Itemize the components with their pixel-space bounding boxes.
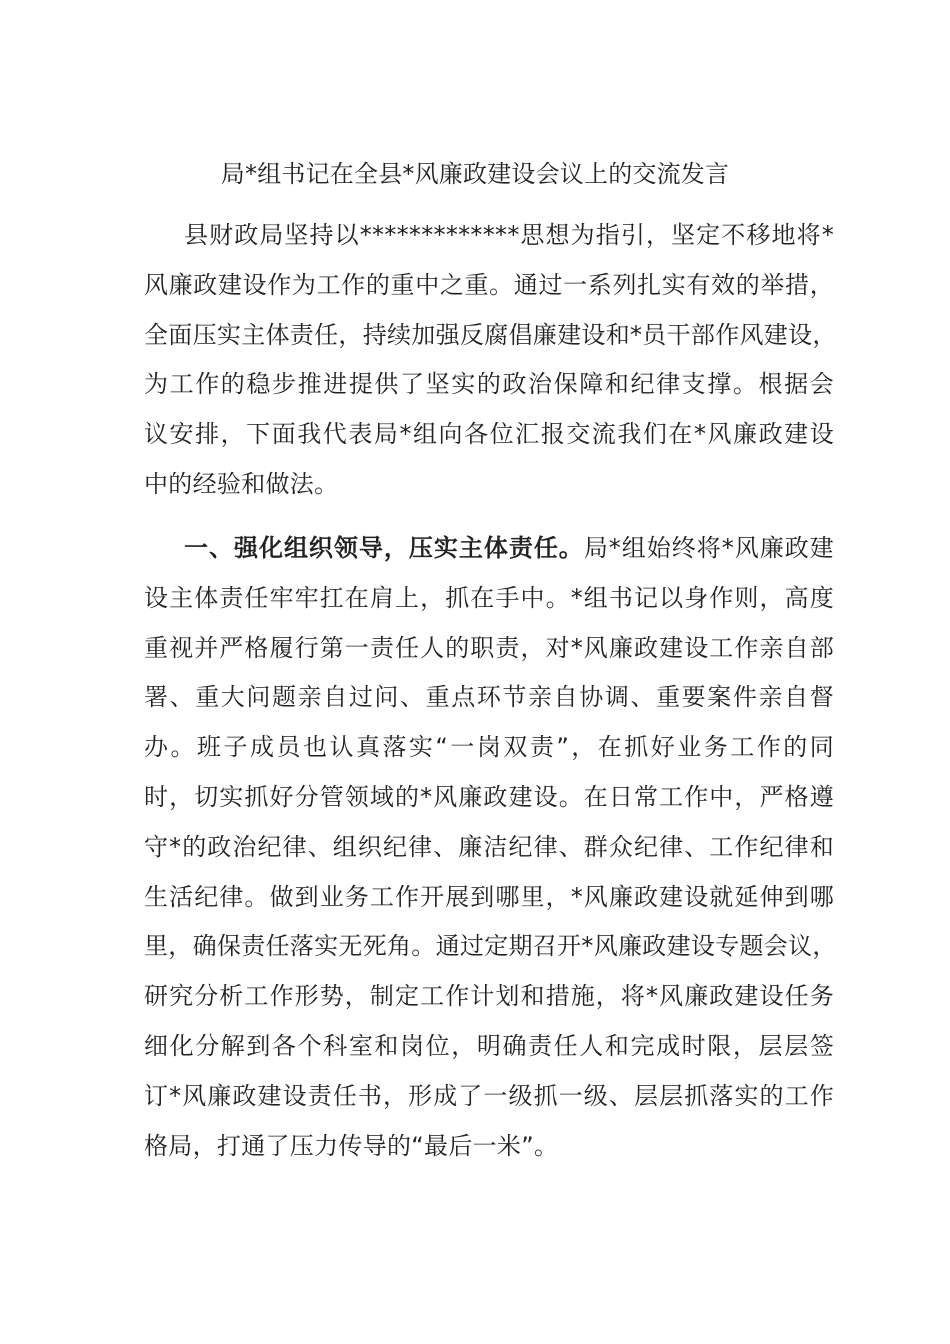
paragraph-line: 订*风廉政建设责任书，形成了一级抓一级、层层抓落实的工作 bbox=[144, 1081, 834, 1110]
paragraph-line: 办。班子成员也认真落实“一岗双责”，在抓好业务工作的同 bbox=[144, 733, 834, 762]
section-heading: 一、强化组织领导，压实主体责任。 bbox=[184, 534, 584, 562]
paragraph-line: 全面压实主体责任，持续加强反腐倡廉建设和*员干部作风建设， bbox=[144, 320, 837, 349]
paragraph-first-line bbox=[144, 524, 834, 574]
document-title: 局*组书记在全县*风廉政建设会议上的交流发言 bbox=[220, 160, 730, 188]
paragraph-line: 县财政局坚持以*************思想为指引，坚定不移地将* bbox=[184, 221, 834, 249]
paragraph-section-one bbox=[144, 524, 837, 1171]
paragraph-line: 中的经验和做法。 bbox=[144, 469, 339, 498]
paragraph-line: 议安排，下面我代表局*组向各位汇报交流我们在*风廉政建设 bbox=[144, 420, 834, 449]
section-first-line-text: 局*组始终将*风廉政建 bbox=[583, 534, 834, 562]
paragraph-line: 守*的政治纪律、组织纪律、廉洁纪律、群众纪律、工作纪律和 bbox=[144, 832, 834, 861]
paragraph-line: 格局，打通了压力传导的“最后一米”。 bbox=[144, 1131, 559, 1160]
paragraph-line: 里，确保责任落实无死角。通过定期召开*风廉政建设专题会议， bbox=[144, 932, 837, 961]
paragraph-line: 时，切实抓好分管领域的*风廉政建设。在日常工作中，严格遵 bbox=[144, 782, 834, 811]
paragraph-line: 生活纪律。做到业务工作开展到哪里，*风廉政建设就延伸到哪 bbox=[144, 882, 834, 911]
paragraph-line: 细化分解到各个科室和岗位，明确责任人和完成时限，层层签 bbox=[144, 1031, 834, 1060]
paragraph-line: 署、重大问题亲自过问、重点环节亲自协调、重要案件亲自督 bbox=[144, 683, 834, 712]
paragraph-line: 为工作的稳步推进提供了坚实的政治保障和纪律支撑。根据会 bbox=[144, 370, 834, 399]
paragraph-line: 重视并严格履行第一责任人的职责，对*风廉政建设工作亲自部 bbox=[144, 633, 834, 662]
paragraph-intro bbox=[144, 211, 837, 510]
paragraph-line: 研究分析工作形势，制定工作计划和措施，将*风廉政建设任务 bbox=[144, 982, 834, 1011]
paragraph-line: 设主体责任牢牢扛在肩上，抓在手中。*组书记以身作则，高度 bbox=[144, 583, 834, 612]
paragraph-line: 风廉政建设作为工作的重中之重。通过一系列扎实有效的举措， bbox=[144, 270, 834, 299]
